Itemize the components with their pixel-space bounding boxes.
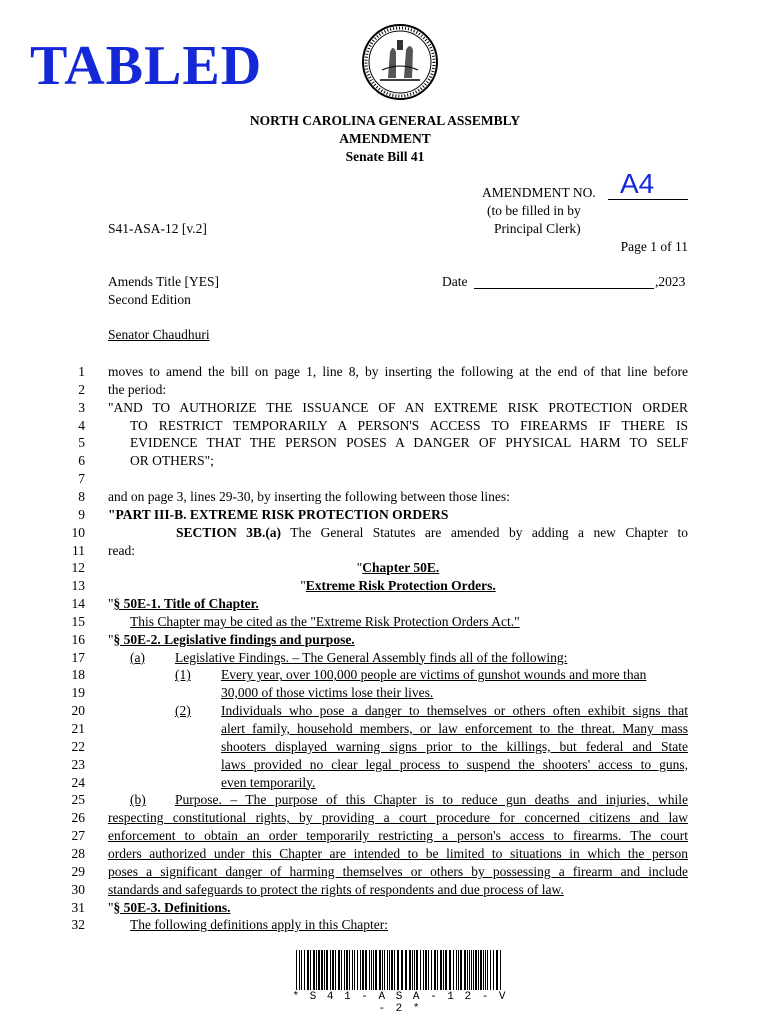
line-text: Legislative Findings. – The General Assembly finds all of the following: (175, 649, 568, 665)
line-number: 27 (71, 828, 85, 844)
tabled-stamp: TABLED (30, 35, 263, 97)
line-text: Purpose. – The purpose of this Chapter is to reduce gun deaths and injuries, while (175, 792, 688, 808)
line-label: (b) (130, 792, 146, 808)
text-line (221, 774, 688, 792)
text-line (108, 809, 688, 827)
text-line (108, 506, 688, 524)
text-line (108, 881, 688, 899)
line-text: Every year, over 100,000 people are victims of gunshot wounds and more than (221, 667, 647, 683)
barcode-bar (464, 950, 466, 990)
text-line (108, 631, 688, 649)
barcode-bar (405, 950, 407, 990)
line-number: 13 (71, 578, 85, 594)
barcode-bar (344, 950, 345, 990)
page-indicator: Page 1 of 11 (620, 239, 688, 254)
line-number: 19 (71, 685, 85, 701)
barcode-bar (373, 950, 374, 990)
line-number: 11 (72, 542, 85, 558)
line-number: 23 (71, 756, 85, 772)
line-number: 16 (71, 631, 85, 647)
barcode-bar (458, 950, 459, 990)
line-number: 2 (78, 381, 85, 397)
barcode-bar (471, 950, 472, 990)
barcode-bar (375, 950, 377, 990)
line-text: The General Statutes are amended by adding a new Chapter to (281, 524, 688, 540)
barcode-bar (475, 950, 477, 990)
barcode-bar (434, 950, 436, 990)
text-line (130, 434, 688, 452)
line-number: 4 (78, 417, 85, 433)
line-text: poses a significant danger of harming themselves or others by possessing a firearm and include (108, 863, 688, 879)
barcode-bar (483, 950, 484, 990)
barcode-bar (352, 950, 353, 990)
text-line (108, 577, 688, 595)
barcode-bar (318, 950, 320, 990)
barcode-bar (384, 950, 385, 990)
text-line (130, 916, 688, 934)
barcode-bar (316, 950, 317, 990)
line-number: 21 (71, 721, 85, 736)
text-line (108, 399, 688, 417)
text-line (130, 452, 688, 470)
line-number: 15 (71, 613, 85, 629)
line-label: (a) (130, 649, 145, 665)
line-text: Chapter 50E. (362, 560, 440, 576)
barcode-bar (480, 950, 482, 990)
text-line (130, 417, 688, 435)
barcode-bar (490, 950, 491, 990)
line-text: alert family, household members, or law enforcement to the threat. Many mass (221, 721, 688, 736)
text-line (221, 684, 688, 702)
amendment-no-label: AMENDMENT NO. (482, 185, 596, 200)
line-number: 24 (71, 774, 85, 790)
line-text: § 50E-1. Title of Chapter. (113, 596, 259, 612)
barcode-bar (338, 950, 340, 990)
barcode-bar (360, 950, 361, 990)
barcode-bar (431, 950, 432, 990)
barcode-bar (453, 950, 454, 990)
senator-name: Senator Chaudhuri (108, 327, 210, 342)
line-number: 1 (78, 364, 85, 379)
barcode-bar (456, 950, 457, 990)
line-label: (1) (175, 667, 191, 683)
line-number: 17 (71, 649, 85, 665)
line-text: even temporarily. (221, 774, 316, 790)
barcode-bar (425, 950, 427, 990)
line-text: Extreme Risk Protection Orders. (305, 578, 496, 594)
barcode (296, 950, 504, 990)
open-quote: " (108, 631, 114, 647)
amendment-no-line (608, 199, 688, 200)
barcode-bar (500, 950, 501, 990)
open-quote: " (108, 596, 114, 612)
barcode-bar (365, 950, 367, 990)
line-number: 29 (71, 863, 85, 879)
date-line (474, 288, 654, 289)
amends-title: Amends Title [YES] (108, 274, 220, 289)
line-label: (2) (175, 703, 191, 719)
barcode-bar (387, 950, 388, 990)
document-code: S41-ASA-12 [v.2] (108, 221, 207, 236)
barcode-bar (391, 950, 393, 990)
barcode-bar (307, 950, 309, 990)
text-line (108, 559, 688, 577)
barcode-bar (362, 950, 364, 990)
barcode-bar (478, 950, 479, 990)
fill-note-2: Principal Clerk) (494, 221, 581, 236)
text-line (108, 488, 688, 506)
barcode-bar (428, 950, 429, 990)
line-number: 5 (78, 435, 85, 451)
barcode-bar (409, 950, 411, 990)
barcode-bar (335, 950, 336, 990)
text-line (108, 381, 688, 399)
text-line (108, 827, 688, 845)
line-text: shooters displayed warning signs prior to the killings, but federal and State (221, 738, 688, 754)
line-number: 3 (78, 399, 85, 415)
barcode-bar (330, 950, 331, 990)
barcode-bar (296, 950, 297, 990)
line-number: 6 (78, 453, 85, 469)
line-text: laws provided no clear legal process to suspend the shooters' access to guns, (221, 756, 688, 772)
line-text: This Chapter may be cited as the "Extreme Risk Protection Orders Act." (130, 613, 520, 629)
line-text: the period: (108, 381, 167, 397)
line-text: read: (108, 542, 135, 558)
barcode-bar (440, 950, 442, 990)
barcode-bar (445, 950, 447, 990)
barcode-bar (485, 950, 486, 990)
barcode-bar (357, 950, 358, 990)
line-text: standards and safeguards to protect the rights of respondents and due process of law. (108, 881, 564, 897)
line-text: 30,000 of those victims lose their lives. (221, 685, 434, 701)
barcode-bar (397, 950, 399, 990)
line-text: The following definitions apply in this Chapter: (130, 917, 388, 933)
line-number: 32 (71, 917, 85, 933)
line-text: orders authorized under this Chapter are intended to be limited to situations in which the person (108, 845, 688, 861)
text-line (108, 595, 688, 613)
open-quote: " (108, 899, 114, 915)
fill-note-1: (to be filled in by (487, 203, 581, 218)
text-line (108, 845, 688, 863)
barcode-bar (412, 950, 413, 990)
line-number: 8 (78, 488, 85, 504)
line-number: 20 (71, 703, 85, 719)
line-number: 26 (71, 810, 85, 826)
line-text: § 50E-2. Legislative findings and purpose. (113, 631, 355, 647)
line-text: respecting constitutional rights, by providing a court procedure for concerned citizens and law (108, 810, 688, 826)
line-text: enforcement to obtain an order temporarily restricting a person's access to firearms. The court (108, 828, 688, 844)
barcode-bar (443, 950, 444, 990)
section-label: SECTION 3B.(a) (176, 524, 282, 540)
line-text: § 50E-3. Definitions. (113, 899, 231, 915)
barcode-bar (389, 950, 390, 990)
state-seal-icon (360, 22, 440, 102)
line-number: 25 (71, 792, 85, 808)
barcode-bar (460, 950, 462, 990)
line-number: 18 (71, 667, 85, 683)
line-number: 7 (78, 471, 85, 487)
barcode-bar (469, 950, 470, 990)
barcode-bar (420, 950, 421, 990)
barcode-bar (382, 950, 383, 990)
line-text: Individuals who pose a danger to themselves or others often exhibit signs that (221, 703, 688, 719)
text-line (221, 738, 688, 756)
barcode-bar (299, 950, 300, 990)
barcode-bar (304, 950, 305, 990)
line-text: "AND TO AUTHORIZE THE ISSUANCE OF AN EXTREME RISK PROTECTION ORDER (108, 399, 688, 415)
barcode-bar (313, 950, 315, 990)
barcode-bar (321, 950, 323, 990)
open-quote: " (300, 578, 306, 594)
line-text: TO RESTRICT TEMPORARILY A PERSON'S ACCESS TO FIREARMS IF THERE IS (130, 417, 688, 433)
bill-number: Senate Bill 41 (345, 149, 425, 164)
line-text: OR OTHERS"; (130, 453, 214, 469)
barcode-bar (467, 950, 468, 990)
barcode-bar (423, 950, 424, 990)
barcode-bar (496, 950, 498, 990)
barcode-bar (416, 950, 418, 990)
text-line (130, 613, 688, 631)
text-line (108, 542, 688, 560)
barcode-text: * S 4 1 - A S A - 1 2 - V - 2 * (292, 991, 508, 1015)
barcode-bar (394, 950, 395, 990)
line-number: 28 (71, 845, 85, 861)
barcode-bar (346, 950, 348, 990)
text-line (221, 756, 688, 774)
line-number: 10 (71, 524, 85, 540)
open-quote: " (356, 560, 363, 576)
barcode-bar (369, 950, 370, 990)
barcode-bar (324, 950, 325, 990)
document-type: AMENDMENT (339, 131, 431, 146)
barcode-bar (332, 950, 334, 990)
assembly-title: NORTH CAROLINA GENERAL ASSEMBLY (249, 113, 521, 128)
text-line (176, 524, 688, 542)
barcode-bar (414, 950, 415, 990)
barcode-bar (487, 950, 488, 990)
text-line (221, 720, 688, 738)
barcode-bar (493, 950, 494, 990)
line-number: 14 (71, 596, 85, 612)
text-line (108, 863, 688, 881)
barcode-bar (437, 950, 438, 990)
barcode-bar (449, 950, 451, 990)
edition: Second Edition (108, 292, 191, 307)
line-text: and on page 3, lines 29-30, by inserting the following between those lines: (108, 488, 510, 504)
line-number: 12 (71, 560, 85, 576)
line-number: 22 (71, 738, 85, 754)
line-number: 31 (71, 899, 85, 915)
barcode-bar (379, 950, 381, 990)
barcode-bar (326, 950, 328, 990)
barcode-bar (310, 950, 311, 990)
barcode-bar (341, 950, 342, 990)
line-text: moves to amend the bill on page 1, line 8, by inserting the following at the end of that line before (108, 364, 688, 379)
text-line (108, 363, 688, 381)
line-text: EVIDENCE THAT THE PERSON POSES A DANGER OF PHYSICAL HARM TO SELF (130, 435, 688, 451)
date-year: ,2023 (655, 274, 686, 289)
date-label: Date (442, 274, 468, 289)
barcode-bar (401, 950, 403, 990)
line-text: "PART III-B. EXTREME RISK PROTECTION ORDERS (108, 506, 449, 522)
barcode-bar (301, 950, 302, 990)
text-line (108, 899, 688, 917)
line-number: 30 (71, 881, 85, 897)
barcode-bar (349, 950, 350, 990)
line-number: 9 (78, 506, 85, 522)
barcode-bar (473, 950, 474, 990)
amendment-number-value: A4 (620, 168, 655, 199)
barcode-bar (371, 950, 372, 990)
barcode-bar (354, 950, 355, 990)
